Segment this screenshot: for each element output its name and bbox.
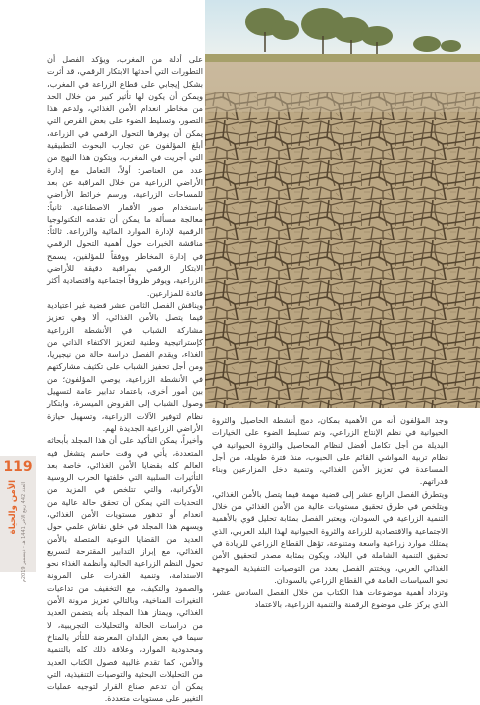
body-paragraph: على أدلة من المغرب، ويؤكد الفصل أن التطورات التي أحدثها الابتكار الرقمي، قد أثرت بشكل إيجابي على قطاع الزراعة في المغرب، ويمكن أن يكون لها تأثير كبير من خلال الحد من مخاطر انعدام الأمن الغذائي، ولدعم هذا التصور، وتسليط الضوء على بعض الفرص التي يمكن أن يوفرها التحول الرقمي في الزراعة، أبلغ المؤلفون عن تجارب البحوث التطبيقية التي أجريت في المغرب، ويتكون هذا النهج من عدد من العناصر: أولاً، التعامل مع إدارة الأراضي الزراعية من خلال المراقبة عن بعد للمساحات الزراعية، ورسم خرائط الأراضي باستخدام صور الأقمار الاصطناعية. ثانياً: معالجة مسألة ما يمكن أن تقدمه التكنولوجيا الرقمية لإدارة الموارد المائية والزراعة. ثالثاً: مناقشة الخبرات حول أهمية التحول الرقمي في إدارة المخاطر ووفقاً للمؤلفين، يسمح الابتكار الرقمي بمراقبة دقيقة للأراضي الزراعية، ويوفر ظروفاً اجتماعية واقتصادية أكثر فائدة للمزارعين.: [47, 54, 203, 298]
right-text-column: [212, 414, 448, 611]
body-paragraph: ويناقش الفصل الثامن عشر قضية غير اعتيادية فيما يتصل بالأمن الغذائي، ألا وهي تعزيز مشاركة الشباب في الأنشطة الزراعية كإستراتيجية وطنية لتعزيز الاكتفاء الذاتي من الغذاء، ويقدم الفصل دراسة حالة من نيجيريا، ومن أجل تحفيز الشباب على تكثيف مشاركتهم في الأنشطة الزراعية، يوصي المؤلفون؛ من بين أمور أخرى، باعتماد تدابير عامة لتسهيل وصول الشباب إلى القروض الميسرة، وابتكار نظام لتوفير الآلات الزراعية، وتسهيل حيازة الأراضي الزراعية الجديدة لهم.: [47, 299, 203, 433]
left-text-column: [47, 53, 203, 705]
page-number: 119: [3, 459, 33, 475]
cracked-earth-photo: [205, 0, 480, 408]
body-paragraph: وجد المؤلفون أنه من الأهمية بمكان، دمج أنشطة الحاصيل والثروة الحيوانية في نظم الإنتاج الزراعي، وتم تسليط الضوء على الخيارات البديلة من أجل تكامل أفضل لنظام المحاصيل والثروة الحيوانية في نظام تربية المواشي القائم على الحبوب، منذ فترة طويلة، من أجل المساعدة في تعزيز الأمن الغذائي، وتنمية دخل المزارعين وبناء قدراتهم.: [212, 415, 448, 487]
body-paragraph: وأخيراً، يمكن التأكيد على أن هذا المجلد بأبحاثه المتعددة، يأتي في وقت حاسم يتشغل فيه العالم كله بقضايا الأمن الغذائي، خاصة بعد التأثيرات السلبية التي خلفتها الحرب الروسية الأوكرانية، والتي تتلخص في المزيد من التحديات التي يمكن أن تحقق حالة عالية من انعدام أو تدهور مستويات الأمن الغذائي، ويسهم هذا المجلد في خلق نقاش علمي حول العديد من القضايا النوعية المتصلة بالأمن الغذائي، مع إبراز التدابير المقترحة لتسريع تحول النظم الزراعية الحالية وأنظمة الغذاء نحو الاستدامة، وتنمية القدرات على المرونة والصمود والتكيف، مع التخفيف من تداعيات التغيرات المناخية، وبالتالي تعزيز مرونة الأمن الغذائي، ويمتاز هذا المجلد بأنه يتضمن العديد من دراسات الحالة والتحليلات التجريبية، لا سيما في بعض البلدان المعرضة للتأثر بالمناخ ومحدودية الموارد، وعلاقة ذلك كله بالتنمية والأمن، كما تقدم غالبية فصول الكتاب العديد من التحليلات البحثية والتوصيات التنفيذية، التي يمكن أن تدعم صناع القرار لتوجيه عمليات التغيير على مستويات متعددة.: [47, 435, 203, 704]
body-paragraph: وتزداد أهمية موضوعات هذا الكتاب من خلال الفصل السادس عشر، الذي يركز على موضوع الرقمنة والتنمية الزراعية، بالاعتماد: [212, 587, 448, 610]
body-paragraph: ويتطرق الفصل الرابع عشر إلى قضية مهمة فيما يتصل بالأمن الغذائي، ويتلخص في طرق تحقيق مستويات عالية من الأمن الغذائي من خلال التنمية الزراعية في السودان، ويعتبر الفصل بمثابة تحليل قوي بالأهمية الاجتماعية والاقتصادية للزراعة والثروة الحيوانية لهذا البلد العربي، الذي يمتلك موارد زراعية واسعة ومتنوعة، تؤهل القطاع الزراعي للريادة في تحقيق التنمية الشاملة في البلاد، ويكون بمثابة مصدر لتحقيق الأمن الغذائي العربي، ويختتم الفصل بعدد من التوصيات التنفيذية الموجهة نحو السياسات العامة في القطاع الزراعي بالسودان.: [212, 488, 448, 585]
magazine-title: الأمن والحياة: [8, 480, 18, 535]
issue-info: العدد 442 ربيع الآخر 1441 هـ - ديسمبر 2019م: [21, 482, 27, 583]
